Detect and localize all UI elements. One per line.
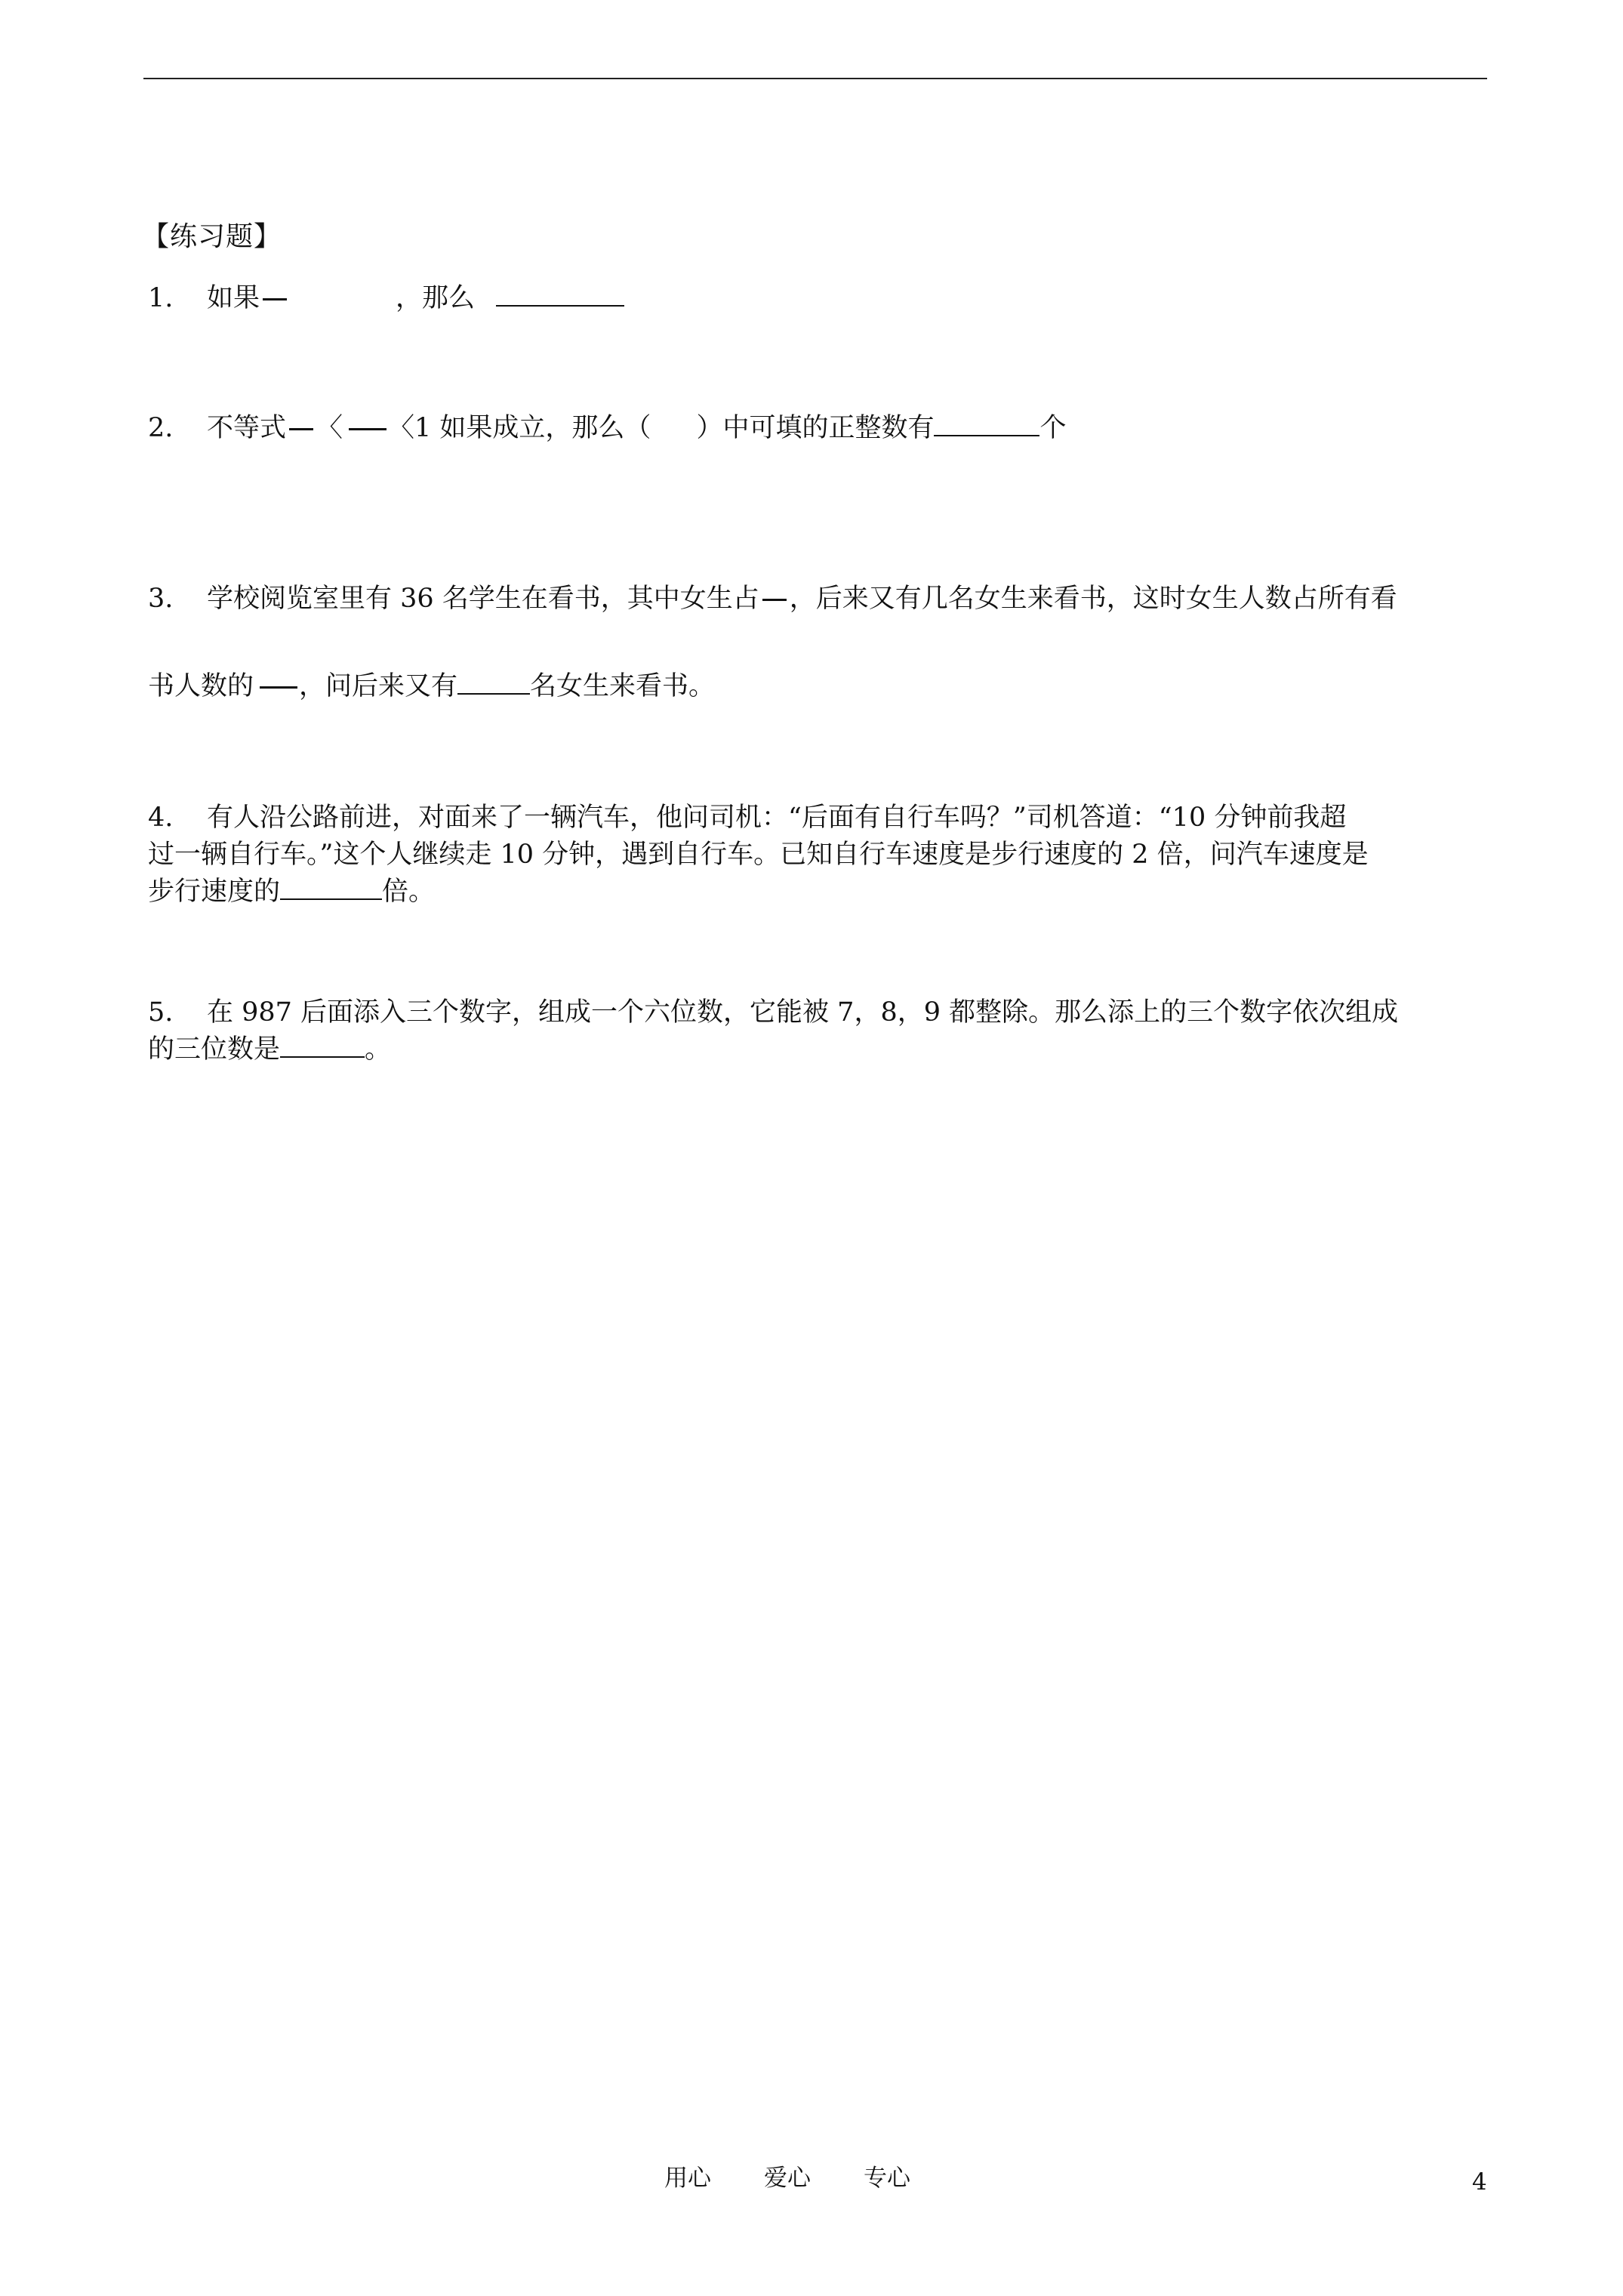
question-number: 2. (148, 413, 174, 443)
q3-text-c: 书人数的 (148, 671, 254, 701)
q2-text-paren: ）中可填的正整数有 (696, 413, 935, 443)
header-rule (143, 78, 1487, 79)
question-number: 5. (148, 997, 174, 1028)
footer-item-2: 爱心 (764, 2165, 811, 2192)
question-number: 4. (148, 803, 174, 833)
fraction-bar (260, 281, 290, 316)
q3-text-e: 名女生来看书。 (530, 671, 716, 701)
answer-blank[interactable] (280, 876, 382, 900)
q2-text-pre: 不等式 (207, 413, 287, 443)
footer-item-3: 专心 (864, 2165, 910, 2192)
page-number: 4 (1472, 2168, 1487, 2196)
fraction-bar (759, 581, 790, 616)
question-4-line-2 (148, 837, 1369, 872)
q5-text-2a: 的三位数是 (148, 1034, 281, 1065)
q3-text-d: ，问后来又有 (299, 671, 458, 701)
question-5-line-2 (148, 1032, 391, 1067)
q1-text-pre: 如果 (207, 283, 260, 313)
question-2 (148, 411, 1066, 445)
q4-text-1: 有人沿公路前进，对面来了一辆汽车，他问司机：“后面有自行车吗？”司机答道：“10 分钟前我超 (207, 803, 1347, 833)
question-3-line-2 (148, 669, 715, 704)
section-title: 【练习题】 (142, 221, 282, 252)
q5-text-1: 在 987 后面添入三个数字，组成一个六位数，它能被 7，8，9 都整除。那么添上的三个数字依次组成 (207, 997, 1399, 1028)
q4-text-2: 过一辆自行车。”这个人继续走 10 分钟，遇到自行车。已知自行车速度是步行速度的 2 倍，问汽车速度是 (148, 840, 1369, 870)
question-5-line-1 (148, 995, 1398, 1030)
question-1 (148, 281, 624, 316)
q2-text-mid: 〈1 如果成立，那么（ (388, 413, 651, 443)
question-number: 1. (148, 283, 174, 313)
answer-blank[interactable] (496, 282, 624, 307)
q2-text-post: 个 (1039, 413, 1067, 443)
q4-text-3a: 步行速度的 (148, 877, 281, 907)
fraction-bar (286, 411, 316, 445)
footer-item-1: 用心 (664, 2165, 711, 2192)
q3-text-b: ，后来又有几名女生来看书，这时女生人数占所有看 (789, 584, 1397, 614)
fraction-bar (254, 669, 299, 704)
q4-text-3b: 倍。 (382, 877, 436, 907)
answer-blank[interactable] (934, 412, 1039, 436)
q1-text-mid: ，那么 (396, 283, 476, 313)
question-number: 3. (148, 584, 174, 614)
question-4-line-1 (148, 800, 1346, 835)
question-4-line-3 (148, 874, 435, 909)
answer-blank[interactable] (457, 670, 530, 695)
fraction-bar (343, 411, 388, 445)
q3-text-a: 学校阅览室里有 36 名学生在看书，其中女生占 (207, 584, 759, 614)
q2-lt: 〈 (316, 413, 343, 443)
q5-text-2b: 。 (365, 1034, 392, 1065)
answer-blank[interactable] (280, 1034, 365, 1058)
question-3-line-1 (148, 581, 1397, 616)
